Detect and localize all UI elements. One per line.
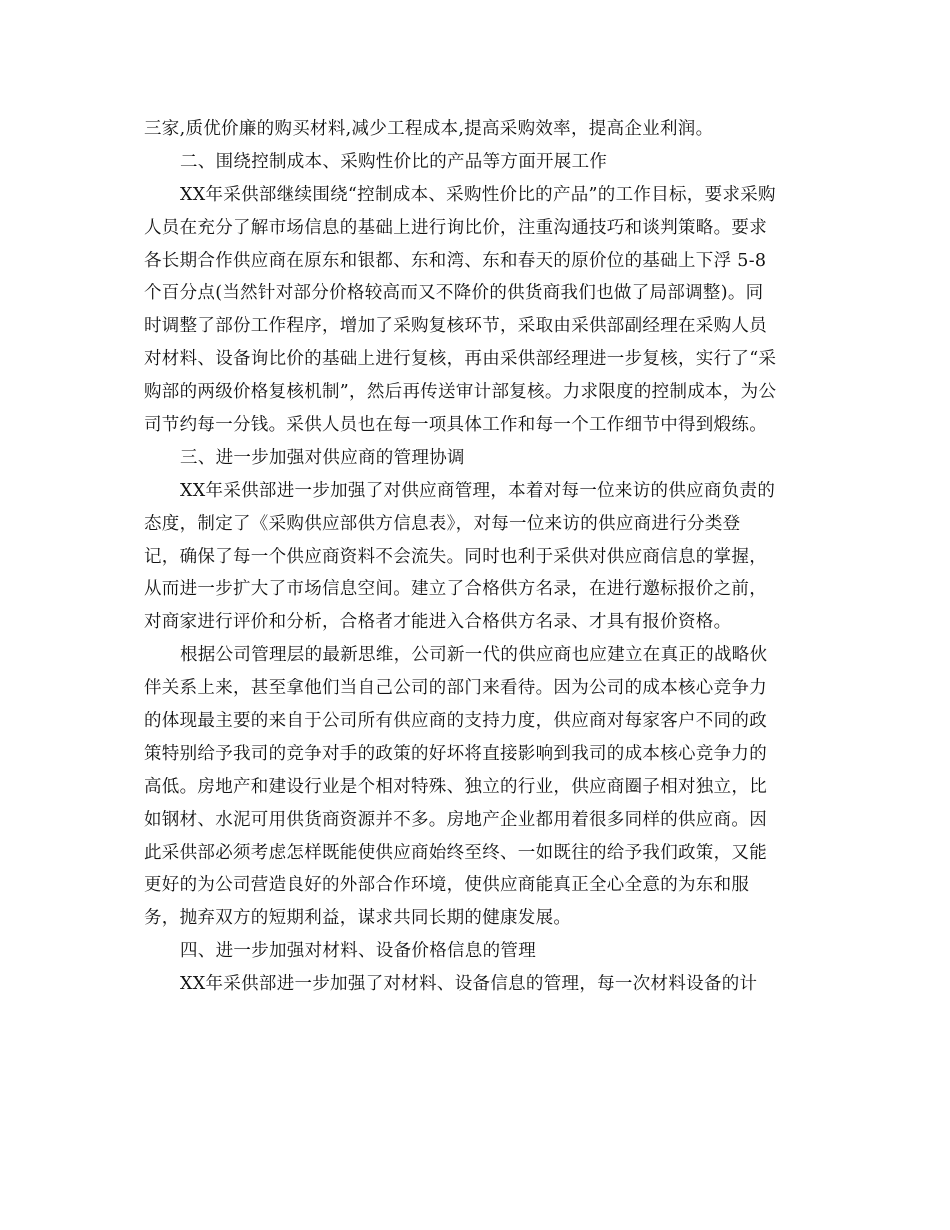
section-heading-2: 二、围绕控制成本、采购性价比的产品等方面开展工作 (180, 151, 608, 172)
text-line-15: 从而进一步扩大了市场信息空间。建立了合格供方名录，在进行邀标报价之前， (144, 579, 767, 600)
text-line-1: 三家,质优价廉的购买材料,减少工程成本,提高采购效率，提高企业利润。 (144, 119, 714, 139)
text-line-10: 司节约每一分钱。采供人员也在每一项具体工作和每一个工作细节中得到煅练。 (144, 415, 767, 436)
text-line-8: 对材料、设备询比价的基础上进行复核，再由采供部经理进一步复核，实行了“采 (144, 349, 777, 370)
text-line-22: 如钢材、水泥可用供货商资源并不多。房地产企业都用着很多同样的供应商。因 (144, 809, 767, 830)
text-line-3: XX年采供部继续围绕“控制成本、采购性价比的产品”的工作目标，要求采购 (180, 184, 776, 205)
document-body (144, 113, 814, 1001)
text-line-19: 的体现最主要的来自于公司所有供应商的支持力度，供应商对每家客户不同的政 (144, 711, 767, 732)
text-line-24: 更好的为公司营造良好的外部合作环境，使供应商能真正全心全意的为东和服 (144, 875, 750, 896)
text-line-17: 根据公司管理层的最新思维，公司新一代的供应商也应建立在真正的战略伙 (180, 645, 768, 666)
text-line-21: 高低。房地产和建设行业是个相对特殊、独立的行业，供应商圈子相对独立，比 (144, 776, 767, 797)
text-line-27: XX年采供部进一步加强了对材料、设备信息的管理，每一次材料设备的计 (180, 974, 758, 995)
text-line-18: 伴关系上来，甚至拿他们当自己公司的部门来看待。因为公司的成本核心竞争力 (144, 678, 767, 699)
section-heading-4: 四、进一步加强对材料、设备价格信息的管理 (180, 941, 536, 962)
text-line-13: 态度，制定了《采购供应部供方信息表》，对每一位来访的供应商进行分类登 (144, 513, 741, 534)
text-line-16: 对商家进行评价和分析，合格者才能进入合格供方名录、才具有报价资格。 (144, 612, 732, 633)
text-line-25: 务，抛弃双方的短期利益，谋求共同长期的健康发展。 (144, 908, 572, 929)
text-line-7: 时调整了部份工作程序，增加了采购复核环节，采取由采供部副经理在采购人员 (144, 316, 767, 337)
text-line-6: 个百分点(当然针对部分价格较高而又不降价的供货商我们也做了局部调整)。同 (144, 283, 764, 304)
text-line-20: 策特别给予我司的竞争对手的政策的好坏将直接影响到我司的成本核心竞争力的 (144, 743, 767, 764)
text-line-4: 人员在充分了解市场信息的基础上进行询比价，注重沟通技巧和谈判策略。要求 (144, 217, 767, 238)
text-line-23: 此采供部必须考虑怎样既能使供应商始终至终、一如既往的给予我们政策，又能 (144, 842, 767, 863)
section-heading-3: 三、进一步加强对供应商的管理协调 (180, 447, 465, 468)
text-line-14: 记，确保了每一个供应商资料不会流失。同时也利于采供对供应商信息的掌握， (144, 546, 767, 567)
text-line-12: XX年采供部进一步加强了对供应商管理，本着对每一位来访的供应商负责的 (180, 480, 776, 501)
text-line-9: 购部的两级价格复核机制”，然后再传送审计部复核。力求限度的控制成本，为公 (144, 382, 777, 403)
text-line-5: 各长期合作供应商在原东和银都、东和湾、东和春天的原价位的基础上下浮 5-8 (144, 250, 767, 271)
